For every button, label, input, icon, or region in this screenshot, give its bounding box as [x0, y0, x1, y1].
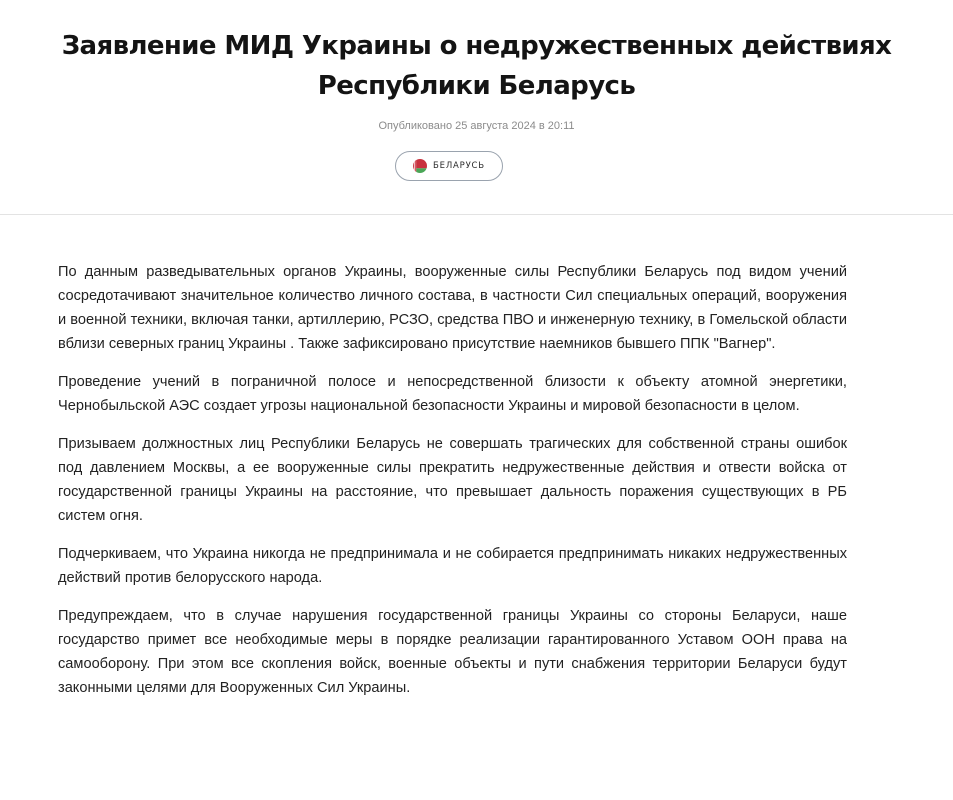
article-paragraph: Предупреждаем, что в случае нарушения государственной границы Украины со стороны Беларуси, наше государство примет все необходимые меры в порядке реализации гарантированного Уставом ООН права на самооборону. При этом все скопления войск, военные объекты и пути снабжения территории Беларуси будут законными целями для Вооруженных Сил Украины. — [58, 608, 847, 696]
page-title: Заявление МИД Украины о недружественных действиях Республики Беларусь — [61, 31, 892, 101]
article-body — [58, 260, 847, 714]
belarus-flag-icon — [413, 159, 427, 173]
article-header — [0, 0, 953, 215]
article-paragraph: Подчеркиваем, что Украина никогда не предпринимала и не собирается предпринимать никаких недружественных действий против белорусского народа. — [58, 546, 847, 586]
tag-belarus-button[interactable] — [395, 151, 503, 181]
article-paragraph: Проведение учений в пограничной полосе и непосредственной близости к объекту атомной энергетики, Чернобыльской АЭС создает угрозы национальной безопасности Украины и мировой безопасности в целом. — [58, 374, 847, 414]
article-paragraph: Призываем должностных лиц Республики Беларусь не совершать трагических для собственной страны ошибок под давлением Москвы, а ее вооруженные силы прекратить недружественные действия и отвести войска от государственной границы Украины на расстояние, что превышает дальность поражения существующих в РБ систем огня. — [58, 436, 847, 524]
article-paragraph: По данным разведывательных органов Украины, вооруженные силы Республики Беларусь под видом учений сосредотачивают значительное количество личного состава, в частности Сил специальных операций, вооружения и военной техники, включая танки, артиллерию, РСЗО, средства ПВО и инженерную технику, в Гомельской области вблизи северных границ Украины . Также зафиксировано присутствие наемников бывшего ППК "Вагнер". — [58, 264, 847, 352]
tag-label: БЕЛАРУСЬ — [433, 161, 485, 171]
published-date: Опубликовано 25 августа 2024 в 20:11 — [378, 120, 575, 132]
